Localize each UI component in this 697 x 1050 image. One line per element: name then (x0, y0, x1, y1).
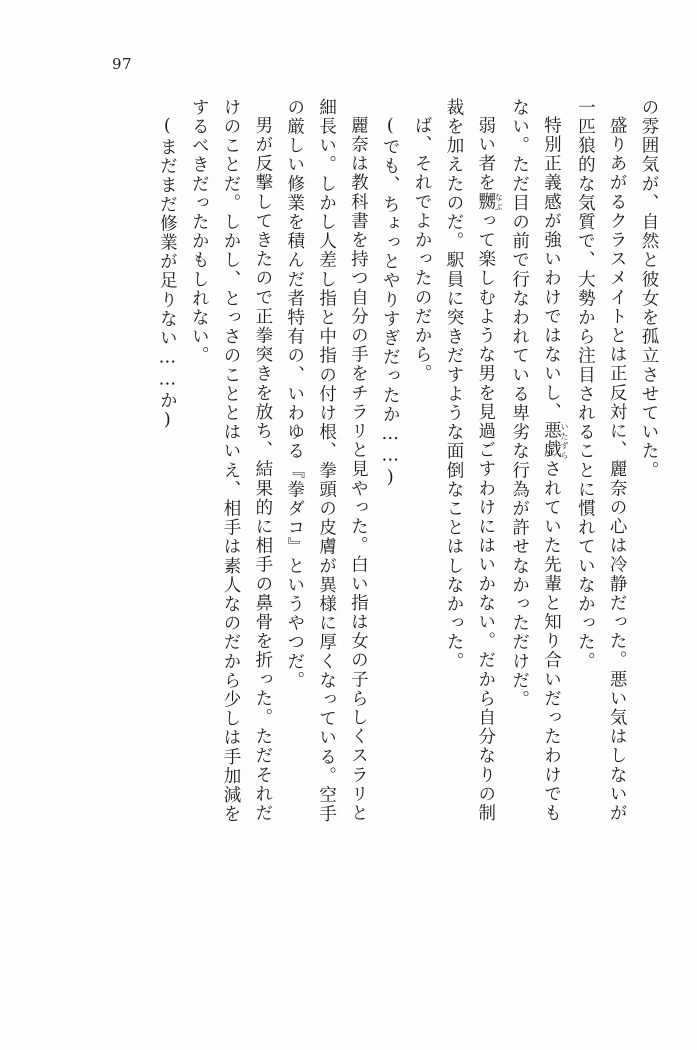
text-line: (まだまだ修業が足りない……か) (157, 115, 178, 432)
text-line: ない。ただ目の前で行なわれている卑劣な行為が許せなかっただけだ。 (509, 98, 530, 710)
text-line: の雰囲気が、自然と彼女を孤立させていた。 (639, 98, 659, 480)
text-line: 一匹狼的な気質で、大勢から注目されることに慣れていなかった。 (575, 98, 596, 671)
text-line: 弱い者を嬲なぶって楽しむような男を見過ごすわけにはいかない。だから自分なりの制 (475, 115, 504, 823)
text-line: けのことだ。しかし、とっさのこととはいえ、相手は素人なのだから少しは手加減を (221, 98, 242, 824)
text-line: 裁を加えたのだ。駅員に突きだすような面倒なことはしなかった。 (443, 98, 464, 671)
text-line: 男が反撃してきたので正拳突きを放ち、結果的に相手の鼻骨を折った。ただそれだ (252, 115, 273, 823)
text-line: 特別正義感が強いわけではないし、悪戯いたずらされていた先輩と知り合いだったわけでも (541, 115, 569, 823)
text-line: するべきだったかもしれない。 (189, 98, 210, 366)
page-text-body (42, 98, 664, 978)
text-line: 盛りあがるクラスメイトとは正反対に、麗奈の心は冷静だった。悪い気はしないが (607, 115, 628, 823)
text-line: の厳しい修業を積んだ者特有の、いわゆる『拳ダコ』というやつだ。 (284, 98, 305, 691)
text-line: ば、それでよかったのだから。 (412, 115, 433, 383)
page-number: 97 (112, 55, 133, 73)
text-line: (でも、ちょっとやりすぎだったか……) (380, 115, 401, 489)
text-line: 細長い。しかし人差し指と中指の付け根、拳頭の皮膚が異様に厚くなっている。空手 (316, 98, 337, 824)
text-line: 麗奈は教科書を持つ自分の手をチラリと見やった。白い指は女の子らしくスラリと (348, 115, 369, 823)
